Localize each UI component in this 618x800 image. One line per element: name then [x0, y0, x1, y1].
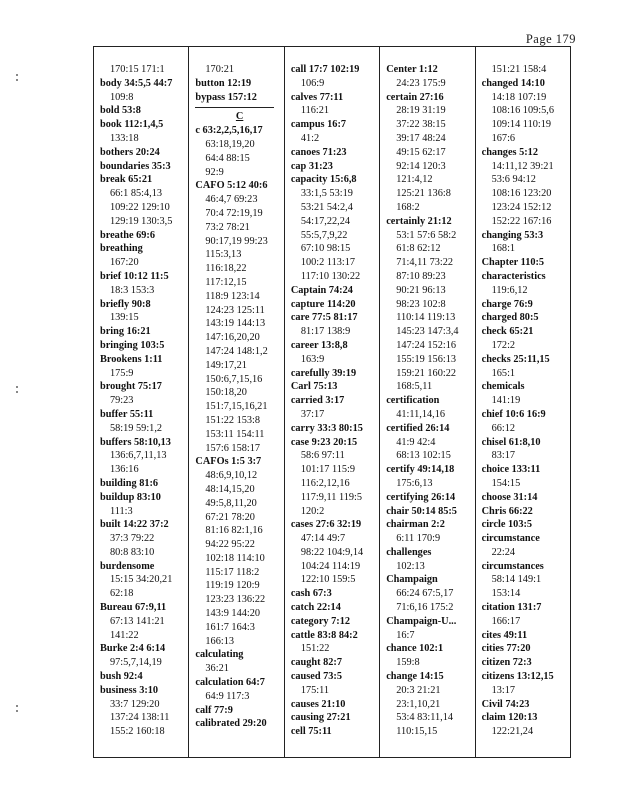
index-references: 90:17,19 99:23 — [205, 235, 268, 247]
index-references: 71:4,11 73:22 — [396, 257, 454, 269]
index-term: buffer 55:11 — [100, 408, 154, 420]
index-term: catch 22:14 — [290, 602, 341, 614]
index-references: 123:23 136:22 — [205, 594, 266, 606]
index-references: 33:1,5 53:19 — [300, 188, 353, 200]
index-term: certify 49:14,18 — [386, 464, 455, 476]
index-references: 139:15 — [110, 312, 139, 324]
index-references: 141:19 — [491, 395, 521, 407]
index-references: 98:22 104:9,14 — [300, 546, 364, 558]
index-term: breathing — [100, 243, 143, 255]
index-term: change 14:15 — [386, 671, 444, 683]
index-term: circumstance — [481, 533, 540, 545]
index-references: 161:7 164:3 — [205, 621, 255, 633]
index-term: certification — [386, 395, 440, 407]
index-references: 102:18 114:10 — [205, 552, 265, 564]
index-term: carry 33:3 80:15 — [290, 422, 363, 434]
index-references: 166:17 — [491, 615, 521, 627]
index-references: 90:21 96:13 — [396, 284, 446, 296]
index-references: 136:16 — [110, 464, 139, 476]
index-term: CAFO 5:12 40:6 — [195, 180, 268, 192]
index-references: 92:14 120:3 — [396, 160, 446, 172]
index-references: 124:23 125:11 — [205, 304, 265, 316]
index-references: 167:6 — [491, 132, 516, 144]
index-references: 79:23 — [110, 395, 134, 407]
index-term: built 14:22 37:2 — [100, 519, 169, 531]
index-references: 13:17 — [491, 684, 516, 696]
index-references: 41:11,14,16 — [396, 408, 446, 420]
index-references: 147:24 152:16 — [396, 339, 456, 351]
index-term: boundaries 35:3 — [100, 160, 171, 172]
index-references: 143:19 144:13 — [205, 318, 266, 330]
index-column-5 — [476, 47, 570, 757]
index-references: 110:14 119:13 — [396, 312, 456, 324]
index-term: buffers 58:10,13 — [100, 436, 171, 448]
binder-hole-mark — [14, 705, 20, 713]
index-references: 41:2 — [300, 132, 320, 144]
index-references: 166:13 — [205, 635, 235, 647]
page-number: Page 179 — [525, 32, 576, 46]
index-references: 175:9 — [110, 367, 134, 379]
index-term: bothers 20:24 — [100, 146, 160, 158]
index-references: 149:17,21 — [205, 359, 247, 371]
index-term: choice 133:11 — [481, 464, 541, 476]
index-term: carried 3:17 — [290, 395, 345, 407]
index-references: 46:4,7 69:23 — [205, 194, 258, 206]
index-term: checks 25:11,15 — [481, 353, 550, 365]
index-term: causes 21:10 — [290, 698, 346, 710]
index-references: 58:14 149:1 — [491, 574, 542, 586]
index-references: 151:21 158:4 — [491, 64, 547, 75]
index-column-2 — [189, 47, 284, 757]
index-references: 150:18,20 — [205, 387, 247, 399]
index-references: 24:23 175:9 — [396, 77, 446, 89]
index-references: 16:7 — [396, 629, 415, 641]
index-references: 49:5,8,11,20 — [205, 497, 257, 509]
index-references: 20:3 21:21 — [396, 684, 441, 696]
index-references: 71:6,16 175:2 — [396, 602, 454, 614]
index-references: 119:19 120:9 — [205, 580, 260, 592]
index-term: bypass 157:12 — [195, 91, 257, 103]
index-term: circumstances — [481, 560, 544, 572]
index-term: Center 1:12 — [386, 64, 438, 75]
index-references: 22:24 — [491, 546, 516, 558]
index-term: canoes 71:23 — [290, 146, 347, 158]
index-term: check 65:21 — [481, 326, 534, 338]
index-references: 47:14 49:7 — [300, 533, 346, 545]
index-references: 87:10 89:23 — [396, 270, 446, 282]
index-references: 36:21 — [205, 663, 229, 675]
index-references: 81:17 138:9 — [300, 326, 351, 338]
index-references: 165:1 — [491, 367, 516, 379]
index-term: chance 102:1 — [386, 643, 444, 655]
index-references: 48:6,9,10,12 — [205, 470, 258, 482]
index-references: 37:17 — [300, 408, 325, 420]
index-references: 54:17,22,24 — [300, 215, 351, 227]
index-references: 39:17 48:24 — [396, 132, 446, 144]
index-term: chairman 2:2 — [386, 519, 445, 531]
index-term: capacity 15:6,8 — [290, 174, 357, 186]
index-term: cell 75:11 — [290, 726, 332, 738]
index-term: case 9:23 20:15 — [290, 436, 358, 448]
index-references: 62:18 — [110, 588, 134, 600]
index-references: 168:2 — [396, 201, 420, 213]
index-term: chief 10:6 16:9 — [481, 408, 546, 420]
index-term: book 112:1,4,5 — [100, 119, 164, 131]
index-references: 122:10 159:5 — [300, 574, 356, 586]
index-term: business 3:10 — [100, 684, 159, 696]
index-term: call 17:7 102:19 — [290, 64, 360, 75]
index-references: 73:2 78:21 — [205, 221, 250, 233]
index-references: 151:22 — [300, 643, 330, 655]
index-term: caught 82:7 — [290, 657, 343, 669]
index-references: 53:1 57:6 58:2 — [396, 229, 457, 241]
index-references: 117:12,15 — [205, 276, 247, 288]
index-term: claim 120:13 — [481, 712, 538, 724]
index-references: 175:11 — [300, 684, 330, 696]
index-term: choose 31:14 — [481, 491, 538, 503]
index-references: 28:19 31:19 — [396, 105, 446, 117]
index-references: 33:7 129:20 — [110, 698, 160, 710]
index-term: cities 77:20 — [481, 643, 531, 655]
index-references: 159:8 — [396, 657, 420, 669]
index-references: 58:19 59:1,2 — [110, 422, 163, 434]
index-references: 122:21,24 — [491, 726, 534, 738]
index-term: briefly 90:8 — [100, 298, 151, 310]
index-term: cash 67:3 — [290, 588, 332, 600]
index-references: 120:2 — [300, 505, 325, 517]
index-term: Burke 2:4 6:14 — [100, 643, 166, 655]
index-references: 167:20 — [110, 257, 139, 269]
index-term: Carl 75:13 — [290, 381, 338, 393]
index-references: 106:9 — [300, 77, 325, 89]
index-references: 81:16 82:1,16 — [205, 525, 263, 537]
index-term: break 65:21 — [100, 174, 153, 186]
index-term: career 13:8,8 — [290, 339, 348, 351]
index-term: campus 16:7 — [290, 119, 347, 131]
index-column-4 — [380, 47, 475, 757]
index-references: 97:5,7,14,19 — [110, 657, 162, 669]
index-references: 102:13 — [396, 560, 425, 572]
index-references: 159:21 160:22 — [396, 367, 456, 379]
index-term: cap 31:23 — [290, 160, 333, 172]
index-references: 125:21 136:8 — [396, 188, 451, 200]
index-term: certified 26:14 — [386, 422, 450, 434]
index-term: Champaign — [386, 574, 438, 586]
index-references: 37:3 79:22 — [110, 533, 155, 545]
index-references: 66:1 85:4,13 — [110, 188, 163, 200]
index-term: Civil 74:23 — [481, 698, 530, 710]
index-references: 14:11,12 39:21 — [491, 160, 554, 172]
index-term: caused 73:5 — [290, 671, 343, 683]
index-term: c 63:2,2,5,16,17 — [195, 125, 263, 137]
index-term: citation 131:7 — [481, 602, 542, 614]
index-term: brief 10:12 11:5 — [100, 270, 169, 282]
index-references: 170:15 171:1 — [110, 64, 165, 75]
index-references: 145:23 147:3,4 — [396, 326, 459, 338]
index-references: 172:2 — [491, 339, 516, 351]
index-references: 100:2 113:17 — [300, 257, 356, 269]
index-references: 175:6,13 — [396, 477, 433, 489]
index-column-3 — [285, 47, 380, 757]
index-term: chair 50:14 85:5 — [386, 505, 457, 517]
index-references: 101:17 115:9 — [300, 464, 356, 476]
index-term: burdensome — [100, 560, 155, 572]
index-term: bush 92:4 — [100, 671, 143, 683]
index-references: 6:11 170:9 — [396, 533, 441, 545]
index-term: calves 77:11 — [290, 91, 344, 103]
index-term: buildup 83:10 — [100, 491, 161, 503]
index-references: 116:18,22 — [205, 263, 247, 275]
index-references: 108:16 109:5,6 — [491, 105, 554, 117]
index-references: 116:2,12,16 — [300, 477, 350, 489]
index-term: cases 27:6 32:19 — [290, 519, 362, 531]
index-term: causing 27:21 — [290, 712, 351, 724]
index-references: 152:22 167:16 — [491, 215, 552, 227]
index-references: 104:24 114:19 — [300, 560, 361, 572]
index-term: calculation 64:7 — [195, 677, 265, 689]
index-references: 48:14,15,20 — [205, 483, 255, 495]
index-references: 155:19 156:13 — [396, 353, 456, 365]
index-references: 70:4 72:19,19 — [205, 207, 263, 219]
index-references: 115:17 118:2 — [205, 566, 260, 578]
index-references: 117:9,11 119:5 — [300, 491, 363, 503]
index-references: 83:17 — [491, 450, 516, 462]
index-term: Chapter 110:5 — [481, 257, 545, 269]
index-term: characteristics — [481, 270, 546, 282]
index-references: 121:4,12 — [396, 174, 433, 186]
index-references: 137:24 138:11 — [110, 712, 170, 724]
index-references: 63:18,19,20 — [205, 138, 255, 150]
index-term: care 77:5 81:17 — [290, 312, 358, 324]
index-references: 98:23 102:8 — [396, 298, 446, 310]
index-term: category 7:12 — [290, 615, 350, 627]
index-references: 117:10 130:22 — [300, 270, 361, 282]
index-references: 129:19 130:3,5 — [110, 215, 173, 227]
index-column-1 — [94, 47, 189, 757]
index-term: challenges — [386, 546, 432, 558]
index-term: button 12:19 — [195, 77, 252, 89]
index-references: 151:7,15,16,21 — [205, 401, 268, 413]
index-frame — [93, 46, 571, 758]
index-term: changing 53:3 — [481, 229, 544, 241]
index-references: 14:18 107:19 — [491, 91, 547, 103]
index-references: 111:3 — [110, 505, 133, 517]
index-references: 118:9 123:14 — [205, 290, 260, 302]
index-term: citizen 72:3 — [481, 657, 532, 669]
index-term: Brookens 1:11 — [100, 353, 163, 365]
index-term: calculating — [195, 649, 244, 661]
index-term: brought 75:17 — [100, 381, 162, 393]
index-references: 153:14 — [491, 588, 521, 600]
section-divider — [195, 107, 273, 108]
index-term: Chris 66:22 — [481, 505, 533, 517]
index-term: chemicals — [481, 381, 525, 393]
index-references: 119:6,12 — [491, 284, 528, 296]
index-term: charge 76:9 — [481, 298, 533, 310]
binder-hole-mark — [14, 386, 20, 394]
index-references: 168:1 — [491, 243, 516, 255]
index-references: 80:8 83:10 — [110, 546, 155, 558]
index-references: 123:24 152:12 — [491, 201, 552, 213]
index-references: 136:6,7,11,13 — [110, 450, 167, 462]
index-term: changed 14:10 — [481, 77, 545, 89]
index-references: 92:9 — [205, 166, 224, 178]
index-references: 168:5,11 — [396, 381, 433, 393]
index-references: 133:18 — [110, 132, 139, 144]
index-references: 109:14 110:19 — [491, 119, 552, 131]
index-references: 66:24 67:5,17 — [396, 588, 454, 600]
index-references: 109:22 129:10 — [110, 201, 170, 213]
index-references: 64:4 88:15 — [205, 152, 250, 164]
index-term: capture 114:20 — [290, 298, 356, 310]
index-references: 116:21 — [300, 105, 330, 117]
index-references: 68:13 102:15 — [396, 450, 451, 462]
index-references: 151:22 153:8 — [205, 414, 261, 426]
index-term: circle 103:5 — [481, 519, 533, 531]
index-term: carefully 39:19 — [290, 367, 357, 379]
index-references: 58:6 97:11 — [300, 450, 345, 462]
index-references: 153:11 154:11 — [205, 428, 265, 440]
index-references: 53:21 54:2,4 — [300, 201, 353, 213]
index-term: Champaign-U... — [386, 615, 457, 627]
index-references: 67:21 78:20 — [205, 511, 255, 523]
index-term: changes 5:12 — [481, 146, 538, 158]
index-references: 94:22 95:22 — [205, 539, 255, 551]
index-references: 55:5,7,9,22 — [300, 229, 348, 241]
index-references: 64:9 117:3 — [205, 690, 250, 702]
index-references: 110:15,15 — [396, 726, 438, 738]
section-letter: C — [235, 111, 244, 123]
index-references: 61:8 62:12 — [396, 243, 441, 255]
index-references: 141:22 — [110, 629, 139, 641]
index-term: calf 77:9 — [195, 704, 233, 716]
index-term: certain 27:16 — [386, 91, 444, 103]
index-term: building 81:6 — [100, 477, 159, 489]
index-references: 154:15 — [491, 477, 521, 489]
index-term: certainly 21:12 — [386, 215, 452, 227]
index-references: 155:2 160:18 — [110, 726, 165, 738]
index-term: bring 16:21 — [100, 326, 151, 338]
index-references: 143:9 144:20 — [205, 608, 261, 620]
index-references: 147:16,20,20 — [205, 332, 260, 344]
index-term: bringing 103:5 — [100, 339, 165, 351]
index-references: 109:8 — [110, 91, 134, 103]
index-references: 37:22 38:15 — [396, 119, 446, 131]
index-term: Captain 74:24 — [290, 284, 353, 296]
index-term: chisel 61:8,10 — [481, 436, 541, 448]
index-references: 115:3,13 — [205, 249, 242, 261]
index-term: cites 49:11 — [481, 629, 528, 641]
index-term: cattle 83:8 84:2 — [290, 629, 358, 641]
index-references: 15:15 34:20,21 — [110, 574, 173, 586]
index-references: 18:3 153:3 — [110, 284, 155, 296]
index-references: 108:16 123:20 — [491, 188, 552, 200]
index-references: 157:6 158:17 — [205, 442, 261, 454]
index-term: citizens 13:12,15 — [481, 671, 554, 683]
index-references: 67:10 98:15 — [300, 243, 351, 255]
index-references: 41:9 42:4 — [396, 436, 436, 448]
index-references: 163:9 — [300, 353, 325, 365]
index-term: Bureau 67:9,11 — [100, 602, 167, 614]
index-term: CAFOs 1:5 3:7 — [195, 456, 262, 468]
index-references: 170:21 — [205, 64, 235, 75]
index-term: bold 53:8 — [100, 105, 141, 117]
index-references: 67:13 141:21 — [110, 615, 165, 627]
index-term: certifying 26:14 — [386, 491, 456, 503]
index-term: calibrated 29:20 — [195, 718, 267, 730]
index-references: 53:6 94:12 — [491, 174, 536, 186]
index-references: 150:6,7,15,16 — [205, 373, 263, 385]
index-references: 23:1,10,21 — [396, 698, 441, 710]
index-references: 147:24 148:1,2 — [205, 345, 268, 357]
index-term: charged 80:5 — [481, 312, 539, 324]
index-references: 53:4 83:11,14 — [396, 712, 454, 724]
index-references: 49:15 62:17 — [396, 146, 446, 158]
index-references: 66:12 — [491, 422, 516, 434]
index-term: breathe 69:6 — [100, 229, 156, 241]
index-term: body 34:5,5 44:7 — [100, 77, 173, 89]
binder-hole-mark — [14, 74, 20, 82]
